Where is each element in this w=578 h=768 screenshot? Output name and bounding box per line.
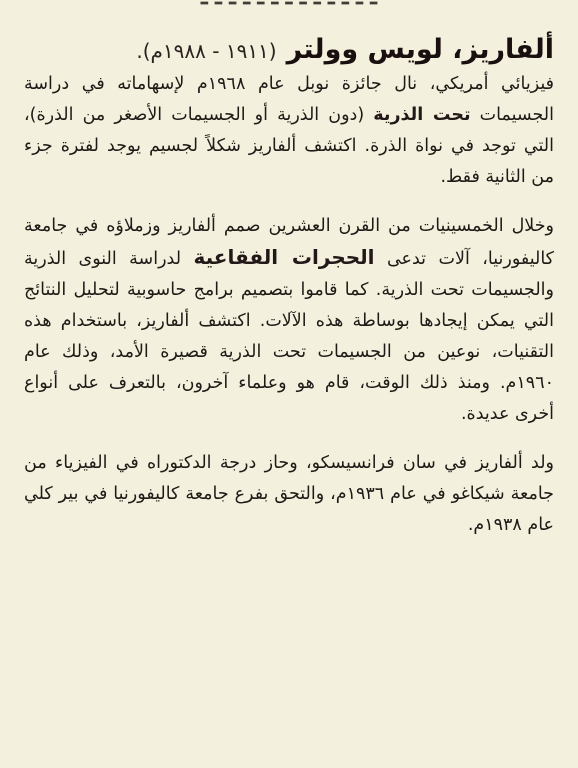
entry-name: ألفاريز، لويس وولتر	[286, 34, 554, 65]
term-bubble-chambers: الحجرات الفقاعية	[193, 245, 375, 269]
paragraph-1-text-a: فيزيائي أمريكي، نال جائزة نوبل عام ١٩٦٨م لإسهاماته في دراسة الجسيمات	[24, 74, 554, 125]
cut-off-header-line	[40, 0, 538, 6]
entry-title	[24, 34, 554, 67]
paragraph-2-text-a: وخلال الخمسينيات من القرن العشرين صمم ألفاريز وزملاؤه في جامعة كاليفورنيا، آلات تدعى	[24, 216, 554, 269]
paragraph-3-text: ولد ألفاريز في سان فرانسيسكو، وحاز درجة الدكتوراه في الفيزياء من جامعة شيكاغو في عام ١٩٣٦م، والتحق بفرع جامعة كاليفورنيا في بير كلي عام ١٩٣٨م.	[24, 453, 555, 535]
entry-dates: (١٩١١ - ١٩٨٨م).	[136, 39, 277, 63]
paragraph-1	[24, 69, 554, 193]
paragraph-3	[24, 448, 554, 541]
paragraph-1-text-b: (دون الذرية أو الجسيمات الأصغر من الذرة)، التي توجد في نواة الذرة. اكتشف ألفاريز شكلاً لجسيم يوجد لفترة جزء من الثانية فقط.	[24, 105, 554, 187]
term-subatomic: تحت الذرية	[373, 105, 471, 125]
paragraph-2-text-b: لدراسة النوى الذرية والجسيمات تحت الذرية. كما قاموا بتصميم برامج حاسوبية لتحليل النتائج التي يمكن إيجادها بوساطة هذه الآلات. اكتشف ألفاريز، باستخدام هذه التقنيات، نوعين من الجسيمات تحت الذرية قصيرة الأمد، وذلك عام ١٩٦٠م. ومنذ ذلك الوقت، قام هو وعلماء آخرون، بالتعرف على أنواع أخرى عديدة.	[24, 249, 554, 424]
article-body	[24, 34, 554, 559]
paragraph-2	[24, 211, 554, 430]
